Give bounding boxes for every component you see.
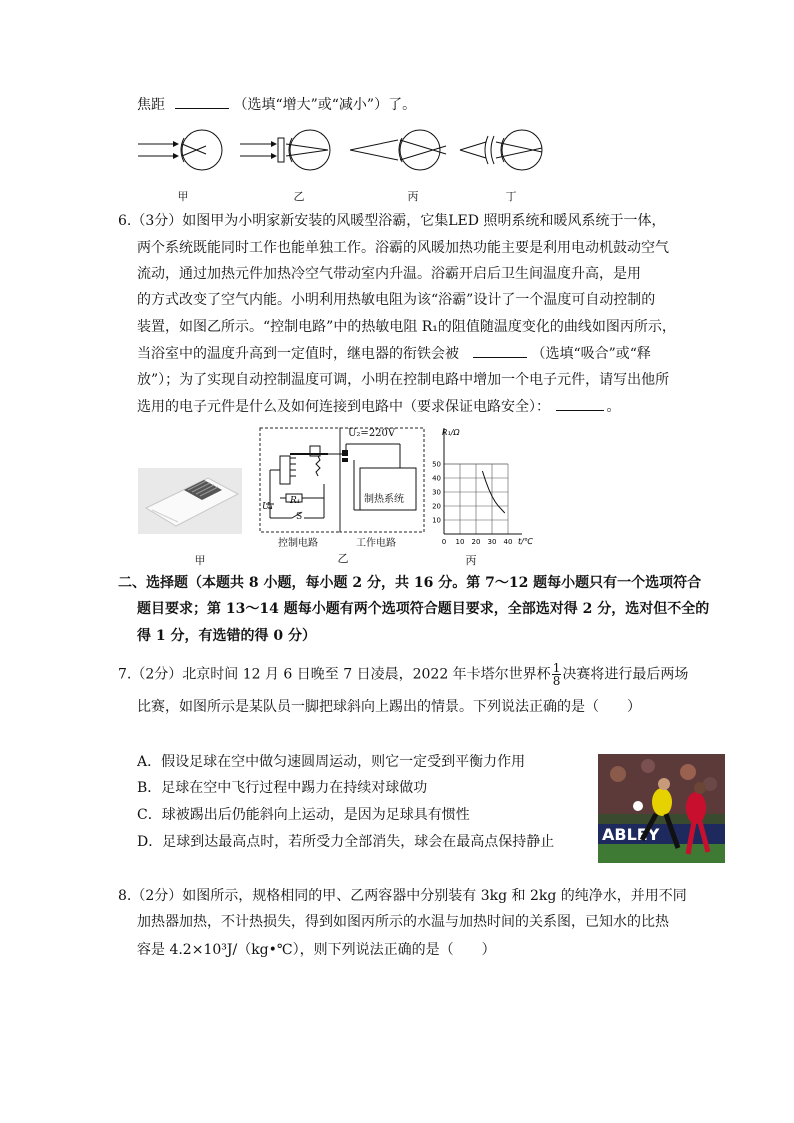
fig6-caption-yi: 乙 bbox=[337, 552, 349, 565]
q7-option-a[interactable]: A．假设足球在空中做匀速圆周运动，则它一定受到平衡力作用 bbox=[137, 754, 526, 770]
q6-line-7: 放”）；为了实现自动控制温度可调，小明在控制电路中增加一个电子元件，请写出他所 bbox=[137, 372, 670, 388]
q6-line-1: 6.（3分）如图甲为小明家新安装的风暖型浴霸，它集LED 照明系统和暖风系统于一体， bbox=[118, 213, 666, 229]
relay-circuit-diagram bbox=[258, 426, 426, 546]
q6-line-2: 两个系统既能同时工作也能单独工作。浴霸的风暖加热功能主要是利用电动机鼓动空气 bbox=[137, 240, 669, 256]
q7-line1-prefix: 7.（2分）北京时间 12 月 6 日晚至 7 日凌晨，2022 年卡塔尔世界杯 bbox=[118, 666, 551, 683]
eye-diagrams bbox=[130, 128, 560, 184]
q6-answer-blank-2[interactable] bbox=[556, 396, 604, 411]
caption-bing: 丙 bbox=[407, 190, 419, 203]
fraction-denominator: 8 bbox=[552, 674, 561, 688]
eye-diagram-yi bbox=[240, 130, 330, 170]
q5-suffix: （选填“增大”或“减小”）了。 bbox=[233, 97, 417, 113]
q8-line-2: 加热器加热，不计热损失，得到如图丙所示的水温与加热时间的关系图，已知水的比热 bbox=[137, 914, 669, 930]
q6-line8-prefix: 选用的电子元件是什么及如何连接到电路中（要求保证电路安全）： bbox=[137, 399, 550, 415]
q6-line-3: 流动，通过加热元件加热冷空气带动室内升温。浴霸开启后卫生间温度升高，是用 bbox=[137, 266, 641, 282]
ad-board-text: ABLEY bbox=[602, 825, 660, 844]
q5-tail-line bbox=[137, 94, 416, 115]
chart-x-tick-label: 40 bbox=[503, 538, 513, 546]
fig6-caption-bing: 丙 bbox=[465, 554, 477, 567]
section2-heading-line-3: 得 1 分，有选错的得 0 分） bbox=[137, 628, 316, 644]
q6-line6-suffix: （选填“吸合”或“释 bbox=[531, 346, 651, 362]
bath-heater-photo bbox=[138, 468, 242, 534]
heating-system-label: 制热系统 bbox=[364, 494, 404, 505]
q6-line-6 bbox=[137, 343, 651, 364]
chart-y-axis-label: R₁/Ω bbox=[442, 428, 460, 437]
r1-temperature-chart bbox=[428, 424, 548, 552]
eye-diagram-bing bbox=[350, 130, 446, 170]
caption-ding: 丁 bbox=[505, 190, 517, 203]
chart-y-tick-label: 40 bbox=[432, 474, 441, 483]
u1-label: U₁ bbox=[262, 502, 274, 512]
chart-x-tick-label: 20 bbox=[471, 538, 481, 546]
q5-prefix: 焦距 bbox=[137, 97, 165, 113]
chart-y-tick-label: 10 bbox=[432, 516, 441, 525]
fig6-caption-jia: 甲 bbox=[194, 554, 206, 567]
eye-diagram-ding bbox=[460, 130, 542, 170]
u2-label: U₂=220V bbox=[348, 428, 396, 439]
chart-y-tick-label: 20 bbox=[432, 502, 441, 511]
q6-line-4: 的方式改变了空气内能。小明利用热敏电阻为该“浴霸”设计了一个温度可自动控制的 bbox=[137, 292, 656, 308]
chart-y-tick-label: 50 bbox=[432, 460, 441, 469]
chart-x-tick-label: 0 bbox=[441, 538, 447, 546]
control-circuit-label: 控制电路 bbox=[278, 538, 318, 549]
q7-line-1 bbox=[118, 662, 688, 687]
q7-line1-suffix: 决赛将进行最后两场 bbox=[562, 666, 689, 683]
q6-line6-prefix: 当浴室中的温度升高到一定值时，继电器的衔铁会被 bbox=[137, 346, 459, 362]
r1-label: R₁ bbox=[290, 496, 301, 506]
fraction-one-eighth bbox=[552, 662, 562, 687]
q7-option-c[interactable]: C．球被踢出后仍能斜向上运动，是因为足球具有惯性 bbox=[137, 807, 470, 823]
fraction-numerator: 1 bbox=[552, 661, 561, 675]
soccer-photo bbox=[598, 754, 725, 863]
q6-line8-suffix: 。 bbox=[606, 399, 621, 415]
section2-heading-line-1: 二、选择题（本题共 8 小题，每小题 2 分，共 16 分。第 7～12 题每小题只有一个选项符合 bbox=[118, 575, 702, 591]
q7-line-2: 比赛，如图所示是某队员一脚把球斜向上踢出的情景。下列说法正确的是（ ） bbox=[137, 699, 641, 715]
q7-option-b[interactable]: B．足球在空中飞行过程中踢力在持续对球做功 bbox=[137, 780, 428, 796]
q8-line-3: 容是 4.2×10³J/（kg•℃），则下列说法正确的是（ ） bbox=[137, 942, 496, 958]
caption-yi: 乙 bbox=[293, 190, 305, 203]
chart-y-tick-label: 30 bbox=[432, 488, 441, 497]
switch-label: S bbox=[296, 512, 303, 522]
eye-diagram-jia bbox=[138, 130, 222, 170]
caption-jia: 甲 bbox=[177, 190, 189, 203]
q7-option-d[interactable]: D．足球到达最高点时，若所受力全部消失，球会在最高点保持静止 bbox=[137, 834, 555, 850]
working-circuit-label: 工作电路 bbox=[356, 538, 396, 549]
q6-line-5: 装置，如图乙所示。“控制电路”中的热敏电阻 R₁的阻值随温度变化的曲线如图丙所示， bbox=[137, 319, 676, 335]
q6-line-8 bbox=[137, 396, 620, 417]
chart-x-tick-label: 30 bbox=[487, 538, 497, 546]
section2-heading-line-2: 题目要求；第 13～14 题每小题有两个选项符合题目要求，全部选对得 2 分，选对但不全的 bbox=[137, 601, 710, 617]
q6-answer-blank-1[interactable] bbox=[473, 343, 527, 358]
q5-answer-blank[interactable] bbox=[175, 94, 229, 109]
q8-line-1: 8.（2分）如图所示，规格相同的甲、乙两容器中分别装有 3kg 和 2kg 的纯净水，并用不同 bbox=[118, 888, 687, 904]
chart-x-tick-label: 10 bbox=[455, 538, 465, 546]
chart-x-axis-label: t/℃ bbox=[518, 537, 533, 546]
